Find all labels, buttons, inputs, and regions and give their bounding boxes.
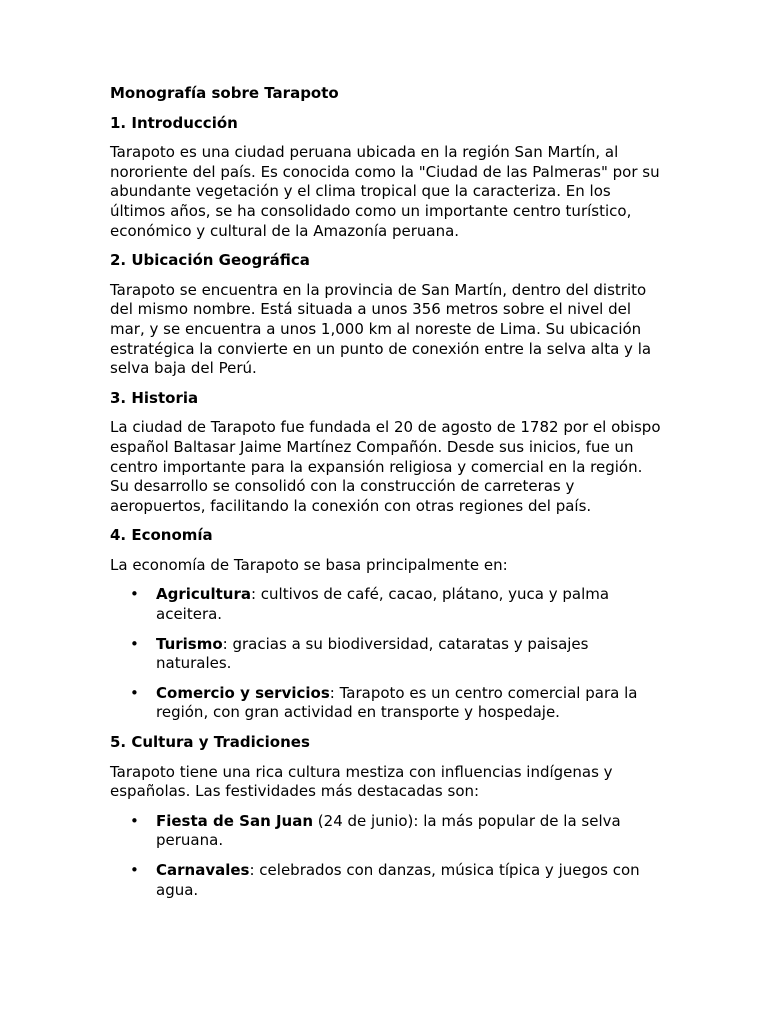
- list-item: [110, 684, 662, 723]
- economy-intro: La economía de Tarapoto se basa principalmente en:: [110, 555, 508, 574]
- culture-intro: Tarapoto tiene una rica cultura mestiza con influencias indígenas y españolas. Las festividades más destacadas son:: [110, 762, 613, 801]
- list-item-term: Turismo: [156, 634, 223, 653]
- list-item: [110, 635, 662, 674]
- introduction-paragraph: Tarapoto es una ciudad peruana ubicada en la región San Martín, al nororiente del país. Es conocida como la "Ciudad de las Palmeras" por su abundante vegetación y el clima tropical que la caracteriza. En los últimos años, se ha consolidado como un importante centro turístico, económico y cultural de la Amazonía peruana.: [110, 143, 660, 240]
- list-item-text: : celebrados con danzas, música típica y juegos con agua.: [156, 861, 640, 899]
- list-item: [110, 812, 662, 851]
- bullet-icon: •: [130, 585, 139, 604]
- list-item: [110, 585, 662, 624]
- list-item-term: Carnavales: [156, 861, 250, 879]
- location-paragraph: Tarapoto se encuentra en la provincia de San Martín, dentro del distrito del mismo nombre. Está situada a unos 356 metros sobre el nivel del mar, y se encuentra a unos 1,000 km al noreste de Lima. Su ubicación estratégica la convierte en un punto de conexión entre la selva alta y la selva baja del Perú.: [110, 280, 652, 378]
- section-heading-culture: 5. Cultura y Tradiciones: [110, 733, 310, 752]
- section-heading-economy: 4. Economía: [110, 526, 213, 545]
- economy-list: [110, 585, 662, 723]
- history-paragraph: La ciudad de Tarapoto fue fundada el 20 de agosto de 1782 por el obispo español Baltasar Jaime Martínez Compañón. Desde sus inicios, fue un centro importante para la expansión religiosa y comercial en la región. Su desarrollo se consolidó con la construcción de carreteras y aeropuertos, facilitando la conexión con otras regiones del país.: [110, 418, 661, 515]
- bullet-icon: •: [130, 634, 139, 653]
- section-heading-introduction: 1. Introducción: [110, 113, 238, 132]
- document-page: [110, 84, 662, 910]
- list-item-text: (24 de junio): la más popular de la selva peruana.: [156, 811, 621, 850]
- bullet-icon: •: [130, 861, 139, 879]
- document-title: Monografía sobre Tarapoto: [110, 84, 339, 102]
- section-heading-location: 2. Ubicación Geográfica: [110, 251, 310, 270]
- list-item-term: Comercio y servicios: [156, 683, 330, 702]
- bullet-icon: •: [130, 683, 139, 702]
- culture-list: [110, 812, 662, 900]
- section-heading-history: 3. Historia: [110, 388, 199, 407]
- list-item-text: : cultivos de café, cacao, plátano, yuca y palma aceitera.: [156, 585, 610, 624]
- list-item-term: Fiesta de San Juan: [156, 811, 314, 830]
- bullet-icon: •: [130, 811, 139, 830]
- list-item-text: : gracias a su biodiversidad, cataratas y paisajes naturales.: [156, 634, 589, 673]
- list-item-text: : Tarapoto es un centro comercial para la región, con gran actividad en transporte y hospedaje.: [156, 683, 638, 722]
- list-item-term: Agricultura: [156, 585, 251, 604]
- list-item: [110, 861, 662, 900]
